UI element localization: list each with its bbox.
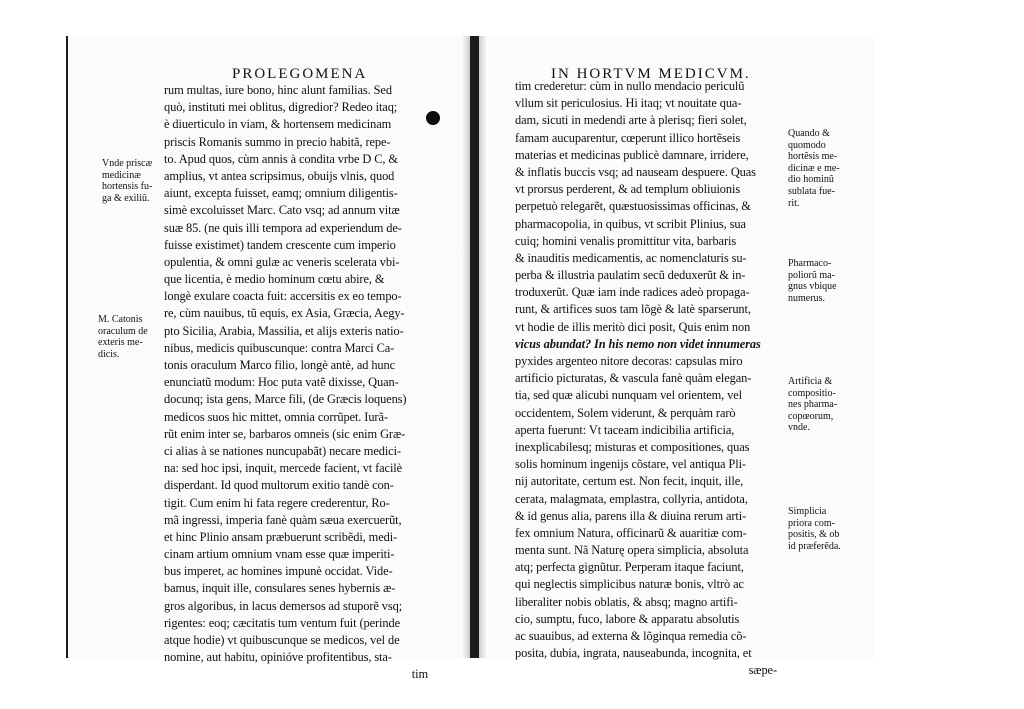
text-line: quò, instituti mei oblitus, digredior? Redeo itaq; — [164, 100, 398, 115]
text-line: tia, sed quæ alicubi nunquam vel orientem, vel — [515, 388, 742, 403]
text-line: rum multas, iure bono, hinc alunt familias. Sed — [164, 83, 392, 97]
margin-note-line: compositio- — [788, 387, 836, 399]
text-line: mã ingressi, imperia fanè quàm sæua exercuerũt, — [164, 512, 402, 527]
left-page — [68, 36, 470, 682]
text-line: fex omnium Natura, officinarũ & auaritiæ com- — [515, 525, 747, 540]
text-line: ac suauibus, ad externa & lõginqua remedia cõ- — [515, 629, 747, 643]
text-line: docunq; ista gens, Marce fili, (de Græcis loquens) — [164, 392, 407, 407]
right-margin-note-quando — [788, 128, 840, 209]
text-line: vt prorsus perderent, & ad templum obliuionis — [515, 182, 741, 197]
margin-note-line: ga & exiliũ. — [102, 192, 150, 204]
text-line: & inauditis medicamentis, ac nomenclaturis su- — [515, 250, 747, 265]
margin-note-line: numerus. — [788, 292, 825, 304]
margin-note-line: Simplicia — [788, 506, 827, 517]
right-running-header: IN HORTVM MEDICVM. — [551, 66, 751, 82]
text-line: disperdant. Id quod multorum exitio tandè con- — [164, 478, 394, 493]
text-line: priscis Romanis summo in precio habitã, repe- — [164, 134, 391, 149]
margin-note-line: positis, & ob — [788, 529, 840, 541]
margin-note-line: Pharmaco- — [788, 258, 832, 269]
margin-note-line: dio hominũ — [788, 174, 834, 186]
margin-note-line: dicinæ e me- — [788, 162, 840, 174]
text-line: perpetuò relegarẽt, quæstuosissimas officinas, & — [515, 199, 751, 214]
left-running-header: PROLEGOMENA — [232, 66, 368, 82]
left-margin-note-flight — [102, 158, 152, 204]
text-line: è diuerticulo in viam, & hortensem medicinam — [164, 117, 392, 132]
text-line: bus imperet, ac homines impunè occidat. Vide- — [164, 564, 393, 579]
text-line: cinam artium omnium vnam esse quæ imperiti- — [164, 547, 395, 562]
text-line: cio, sumptu, fuco, labore & apparatu absolutis — [515, 611, 740, 626]
text-line: rũt enim inter se, barbaros omneis (sic enim Græ- — [164, 426, 406, 441]
margin-note-line: quomodo — [788, 139, 826, 151]
text-line: posita, dubia, ingrata, nauseabunda, incognita, et — [515, 646, 752, 661]
text-line: nij autoritate, certum est. Non fecit, inquit, ille, — [515, 474, 744, 489]
margin-note-line: Quando & — [788, 128, 830, 139]
text-line: pyxides argenteo nitore decoras: capsulas miro — [515, 354, 743, 368]
margin-note-line: dicis. — [98, 348, 120, 360]
text-line: materias et medicinas publicè damnare, irridere, — [515, 147, 749, 162]
text-line: & id genus alia, parens illa & diuina rerum arti- — [515, 508, 747, 523]
margin-note-line: exteris me- — [98, 337, 143, 349]
margin-note-line: medicinæ — [102, 169, 141, 181]
text-line: nomine, aut habitu, opinióve profitentibus, sta- — [164, 650, 392, 665]
text-line: inexplicabilesq; misturas et compositiones, quas — [515, 439, 750, 454]
text-line: atq; perfecta gignũtur. Perperam itaque faciunt, — [515, 560, 744, 575]
text-line: ci alias à se nationes nuncupabãt) necare medici- — [164, 443, 401, 458]
text-line: tigit. Cum enim hi fata regere crederentur, Ro- — [164, 495, 390, 510]
left-margin-note-cato — [98, 314, 148, 360]
text-line: occidentem, Solem viderunt, & perquàm rarò — [515, 405, 736, 420]
text-line: enunciatũ modum: Hoc puta vatẽ dixisse, Quan- — [164, 375, 399, 390]
text-line: suæ 85. (ne quis illi tempora ad experiendum de- — [164, 220, 402, 235]
text-line: amplius, vt antea scripsimus, obuijs vlnis, quod — [164, 168, 395, 183]
text-line: vllum sit periculosius. Hi itaq; vt nouitate qua- — [515, 96, 742, 111]
text-line: cuiq; homini venalis promittitur vita, barbaris — [515, 233, 737, 248]
right-page — [479, 36, 874, 678]
text-line: cerata, malagmata, emplastra, collyria, antidota, — [515, 491, 748, 506]
text-line: perba & illustria paulatim secũ deduxerũt & in- — [515, 268, 746, 283]
book-scan — [66, 36, 874, 682]
margin-note-line: poliorũ ma- — [788, 269, 835, 281]
margin-note-line: gnus vbique — [788, 281, 837, 293]
text-line: artificio picturatas, & vascula fanè quàm elegan- — [515, 371, 752, 386]
text-line: gros algoribus, in lacus demersos ad stuporẽ vsq; — [164, 598, 403, 613]
text-line: vt hodie de illis meritò dici posit, Quis enim non — [515, 319, 751, 334]
margin-note-line: copœorum, — [788, 410, 834, 422]
text-line: & inflatis buccis vsq; ad nauseam despuere. Quas — [515, 164, 756, 179]
text-line: troduxerũt. Quæ iam inde radices adeò propaga- — [515, 285, 750, 300]
text-line: solis hominum ingenijs cõstare, vel antiqua Pli- — [515, 457, 746, 472]
text-line: dam, sicuti in medendi arte à plerisq; fieri solet, — [515, 113, 747, 128]
left-body-text — [164, 82, 428, 684]
text-line: liberaliter nobis oblatis, & absq; magno artifi- — [515, 594, 738, 609]
margin-note-line: M. Catonis — [98, 314, 143, 325]
gutter-shadow — [462, 36, 470, 658]
text-line: longè exulare coacta fuit: accersitis ex eo tempo- — [164, 289, 402, 304]
text-line: opulentia, & omni gulæ ac veneris scelerata vbi- — [164, 254, 400, 269]
text-line: qui neglectis simplicibus naturæ bonis, vltrò ac — [515, 577, 744, 592]
text-line: to. Apud quos, cùm annis à condita vrbe D C, & — [164, 151, 398, 166]
text-line: rigentes: eoq; cæcitatis tum ventum fuit (perinde — [164, 615, 400, 630]
text-line: famam aucuparentur, cœperunt illico hortẽseis — [515, 130, 741, 145]
text-line-emphasis: vicus abundat? In his nemo non videt innumeras — [515, 336, 761, 351]
catchword: sæpe- — [748, 663, 777, 678]
margin-note-line: vnde. — [788, 422, 810, 434]
text-line: pto Sicilia, Arabia, Massilia, et alijs exteris natio- — [164, 323, 404, 338]
text-line: menta sunt. Nã Naturę opera simplicia, absoluta — [515, 543, 749, 558]
text-line: simè excoluisset Marc. Cato vsq; ad annum vitæ — [164, 203, 400, 218]
text-line: runt, & artifices suos tam lõgè & latè sparserunt, — [515, 302, 751, 317]
margin-note-line: hortensis fu- — [102, 181, 153, 193]
text-line: tonis oraculum Marco filio, longè antè, ad hunc — [164, 358, 396, 372]
text-line: aiunt, excepta fuisset, eamq; omnium diligentis- — [164, 186, 398, 201]
catchword: tim — [411, 667, 428, 682]
margin-note-line: sublata fue- — [788, 185, 835, 197]
text-line: que licentia, è medio hominum cœtu abire, & — [164, 272, 385, 287]
ink-blot — [426, 111, 440, 125]
margin-note-line: id præferẽda. — [788, 540, 841, 552]
right-margin-note-pharmacopolia — [788, 258, 837, 304]
text-line: na: sed hoc ipsi, inquit, mercede facient, vt facilè — [164, 461, 403, 476]
margin-note-line: hortẽsis me- — [788, 151, 838, 163]
margin-note-line: Vnde priscæ — [102, 158, 153, 169]
margin-note-line: nes pharma- — [788, 399, 838, 411]
text-line: bamus, inquit ille, consulares senes hybernis æ- — [164, 581, 396, 596]
right-body-text — [515, 78, 777, 680]
text-line: medicos suos hic mittet, omnia corrũpet. Iurã- — [164, 409, 388, 424]
text-line: et hinc Plinio ansam præbuerunt scribẽdi, medi- — [164, 529, 398, 544]
text-line: atque hodie) vt quibuscunque se medicos, vel de — [164, 633, 400, 647]
text-line: tim crederetur: cùm in nullo mendacio periculũ — [515, 79, 745, 93]
right-margin-note-artificia — [788, 376, 837, 434]
text-line: re, cùm nauibus, tũ equis, ex Asia, Græcia, Aegy- — [164, 306, 405, 321]
text-line: aperta fuerunt: Vt taceam indicibilia artificia, — [515, 422, 735, 437]
margin-note-line: priora com- — [788, 517, 835, 529]
text-line: nibus, medicis quibuscunque: contra Marci Ca- — [164, 340, 395, 355]
gutter-shadow — [479, 36, 487, 658]
margin-note-line: Artificia & — [788, 376, 833, 387]
text-line: fuisse existimet) tandem crescente cum imperio — [164, 237, 396, 252]
margin-note-line: oraculum de — [98, 325, 148, 337]
right-margin-note-simplicia — [788, 506, 841, 552]
text-line: pharmacopolia, in quibus, vt scribit Plinius, sua — [515, 216, 746, 231]
margin-note-line: rit. — [788, 197, 800, 209]
